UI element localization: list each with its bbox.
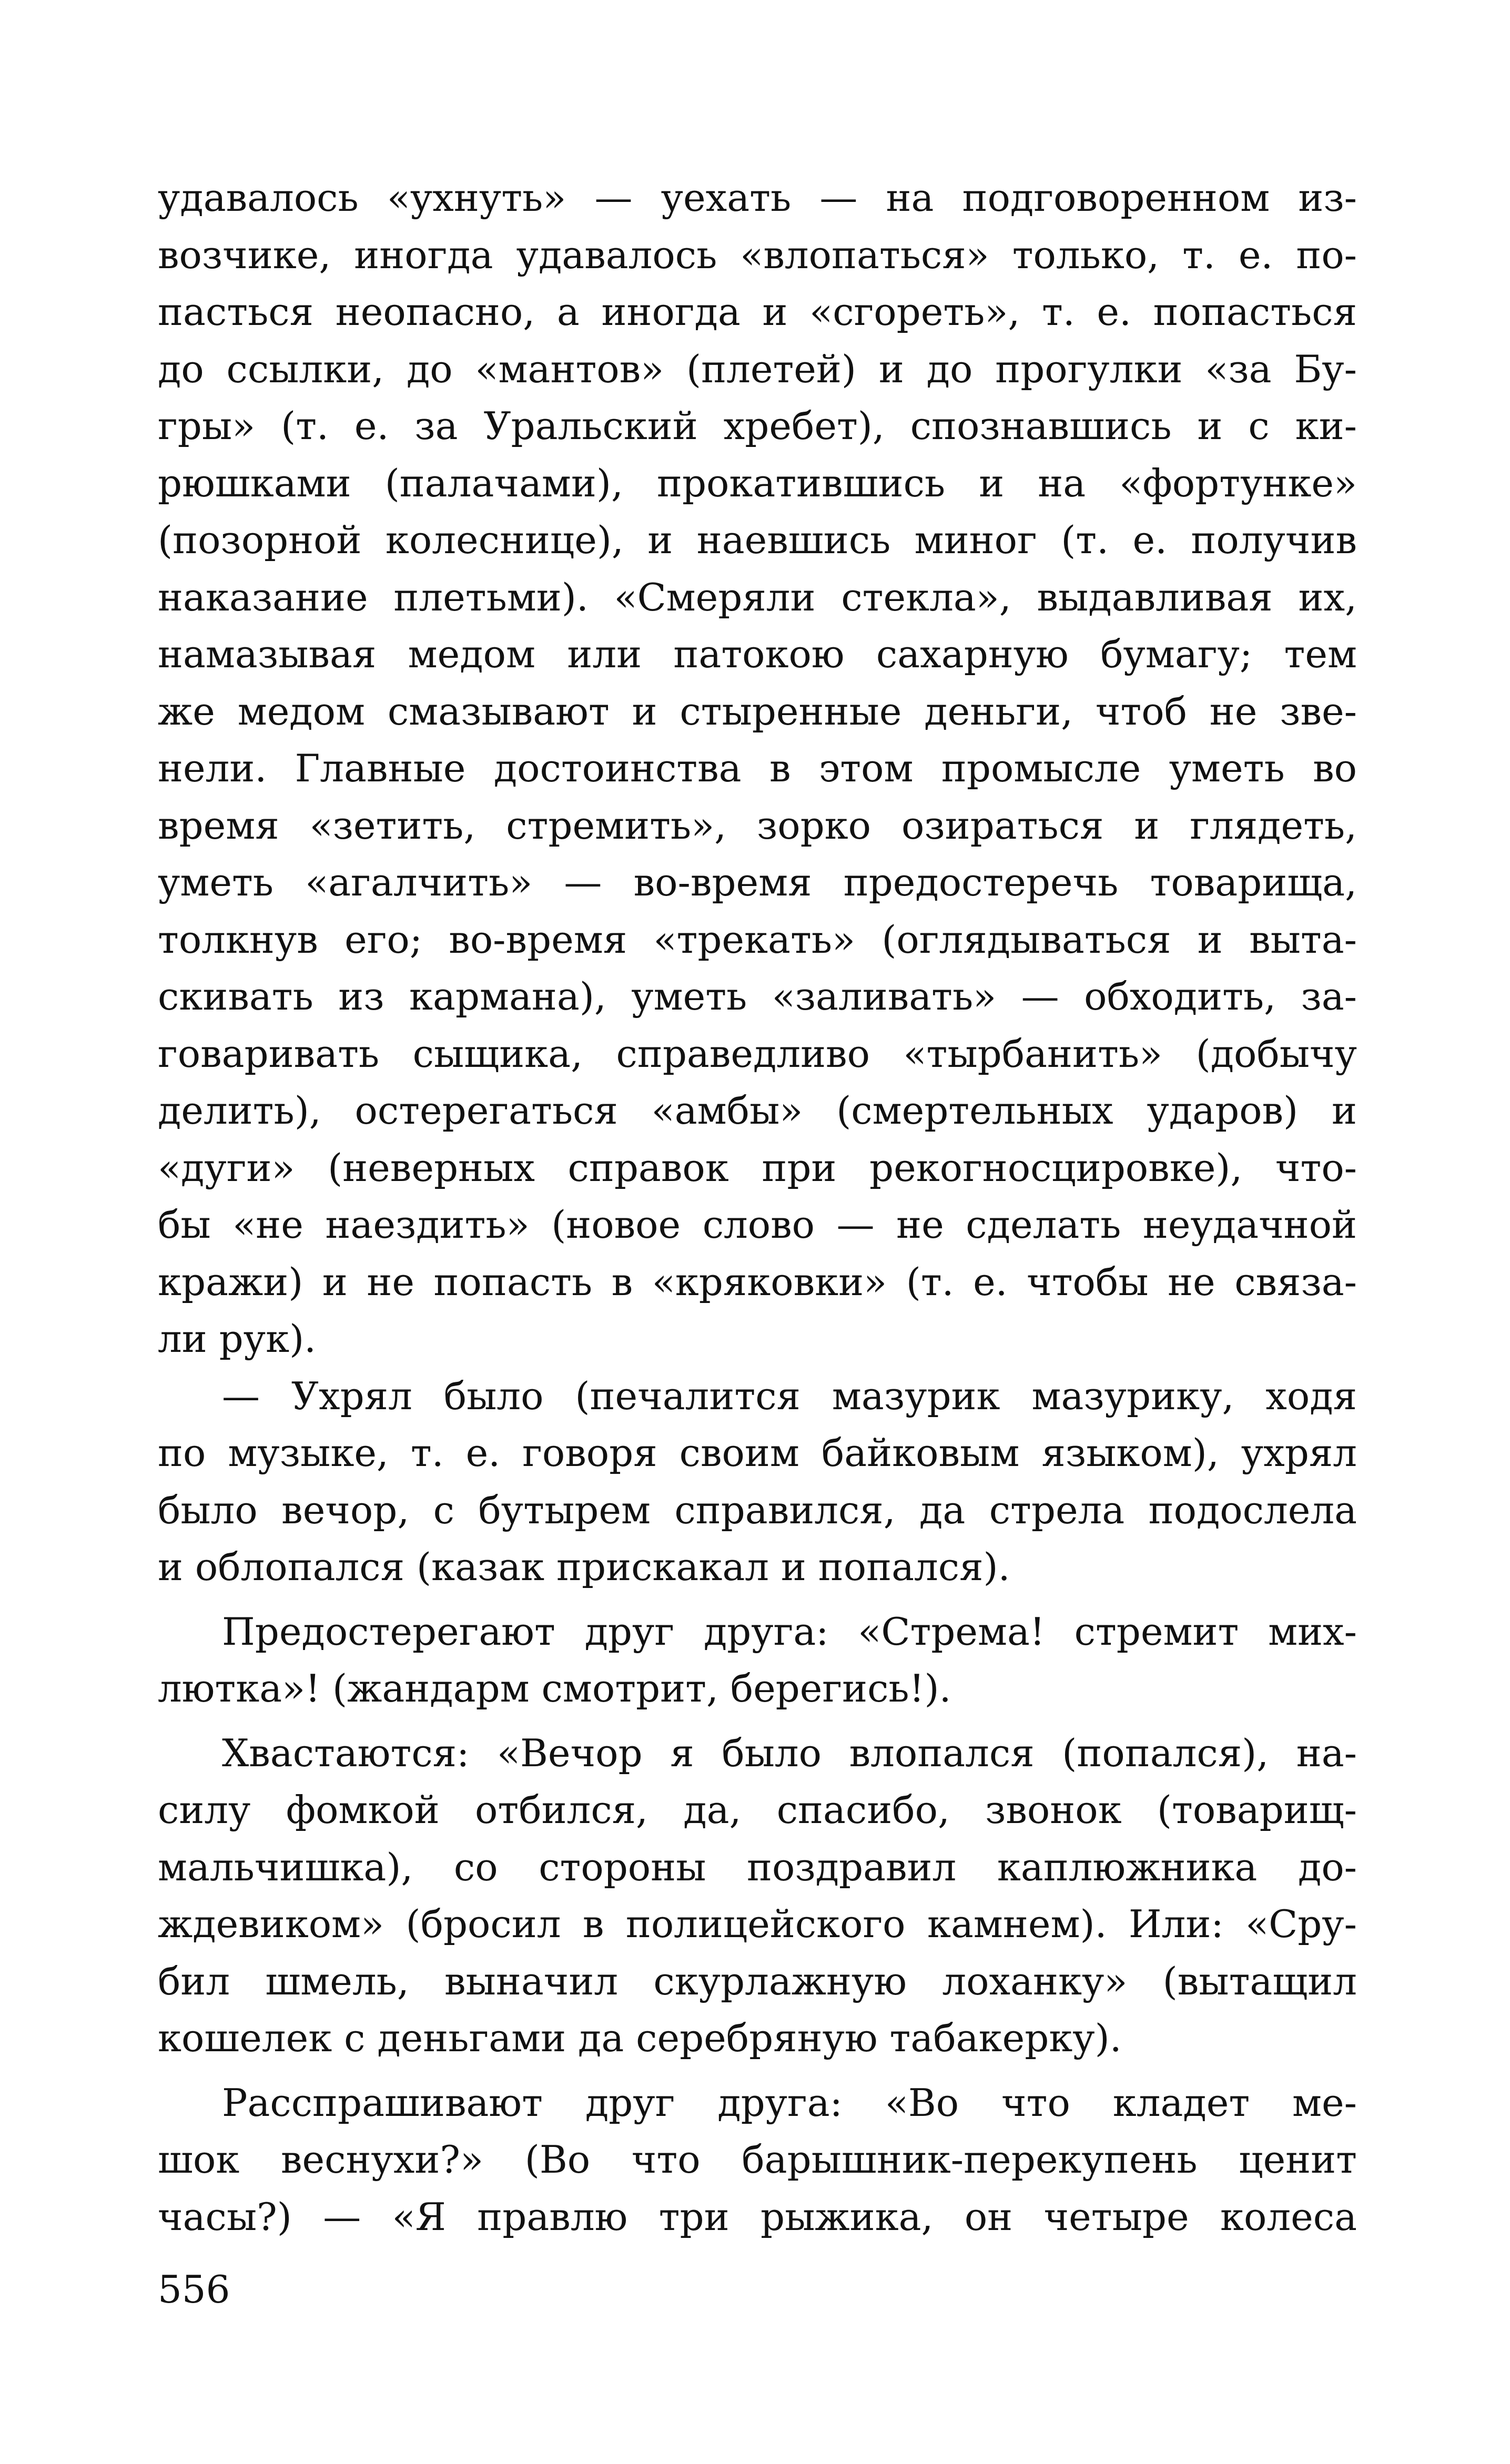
- text-line: пасться неопасно, а иногда и «сгореть», т. е. попасться: [158, 290, 1357, 334]
- text-line: ждевиком» (бросил в полицейского камнем). Или: «Сру-: [158, 1902, 1357, 1946]
- text-line: удавалось «ухнуть» — уехать — на подговоренном из-: [158, 176, 1357, 220]
- text-line: бил шмель, выначил скурлажную лоханку» (вытащил: [158, 1959, 1357, 2003]
- text-line: мальчишка), со стороны поздравил каплюжника до-: [158, 1845, 1357, 1889]
- text-line: делить), остерегаться «амбы» (смертельных ударов) и: [158, 1088, 1357, 1133]
- text-line: по музыке, т. е. говоря своим байковым языком), ухрял: [158, 1431, 1357, 1475]
- text-line: шок веснухи?» (Во что барышник-перекупень ценит: [158, 2137, 1357, 2182]
- text-line: толкнув его; во-время «трекать» (оглядываться и выта-: [158, 917, 1357, 962]
- text-line: кражи) и не попасть в «кряковки» (т. е. чтобы не связа-: [158, 1259, 1357, 1304]
- text-line: кошелек с деньгами да серебряную табакерку).: [158, 2016, 1122, 2060]
- page-number: 556: [158, 2267, 230, 2312]
- text-line: наказание плетьми). «Смеряли стекла», выдавливая их,: [158, 575, 1357, 619]
- text-line: же медом смазывают и стыренные деньги, чтоб не зве-: [158, 689, 1357, 734]
- body-text: [158, 169, 1357, 2245]
- text-line: до ссылки, до «мантов» (плетей) и до прогулки «за Бу-: [158, 347, 1357, 391]
- text-line: бы «не наездить» (новое слово — не сделать неудачной: [158, 1203, 1357, 1247]
- text-line: ли рук).: [158, 1317, 317, 1361]
- text-line: Предостерегают друг друга: «Стрема! стремит мих-: [222, 1609, 1357, 1654]
- text-line: скивать из кармана), уметь «заливать» — обходить, за-: [158, 974, 1357, 1019]
- text-line: говаривать сыщика, справедливо «тырбанить» (добычу: [158, 1031, 1357, 1076]
- paragraph-gap: [158, 2067, 1357, 2074]
- text-line: Расспрашивают друг друга: «Во что кладет ме-: [222, 2080, 1357, 2125]
- text-line: лютка»! (жандарм смотрит, берегись!).: [158, 1666, 951, 1710]
- text-line: Хвастаются: «Вечор я было влопался (попался), на-: [222, 1730, 1357, 1775]
- text-line: «дуги» (неверных справок при рекогносцировке), что-: [158, 1145, 1357, 1190]
- text-line: нели. Главные достоинства в этом промысле уметь во: [158, 746, 1357, 790]
- text-line: возчике, иногда удавалось «влопаться» только, т. е. по-: [158, 232, 1357, 277]
- text-line: силу фомкой отбился, да, спасибо, звонок (товарищ-: [158, 1788, 1357, 1832]
- text-line: часы?) — «Я правлю три рыжика, он четыре колеса: [158, 2194, 1357, 2239]
- paragraph-gap: [158, 1596, 1357, 1603]
- text-line: уметь «агалчить» — во-время предостеречь товарища,: [158, 860, 1357, 904]
- paragraph-gap: [158, 1717, 1357, 1725]
- text-line: намазывая медом или патокою сахарную бумагу; тем: [158, 632, 1357, 676]
- text-line: время «зетить, стремить», зорко озираться и глядеть,: [158, 803, 1357, 848]
- text-line: рюшками (палачами), прокатившись и на «фортунке»: [158, 461, 1357, 505]
- text-line: (позорной колеснице), и наевшись миног (т. е. получив: [158, 518, 1357, 562]
- text-line: и облопался (казак прискакал и попался).: [158, 1545, 1010, 1589]
- text-line: было вечор, с бутырем справился, да стрела подослела: [158, 1488, 1357, 1532]
- text-line: гры» (т. е. за Уральский хребет), спознавшись и с ки-: [158, 404, 1357, 448]
- text-line: — Ухрял было (печалится мазурик мазурику, ходя: [222, 1373, 1357, 1418]
